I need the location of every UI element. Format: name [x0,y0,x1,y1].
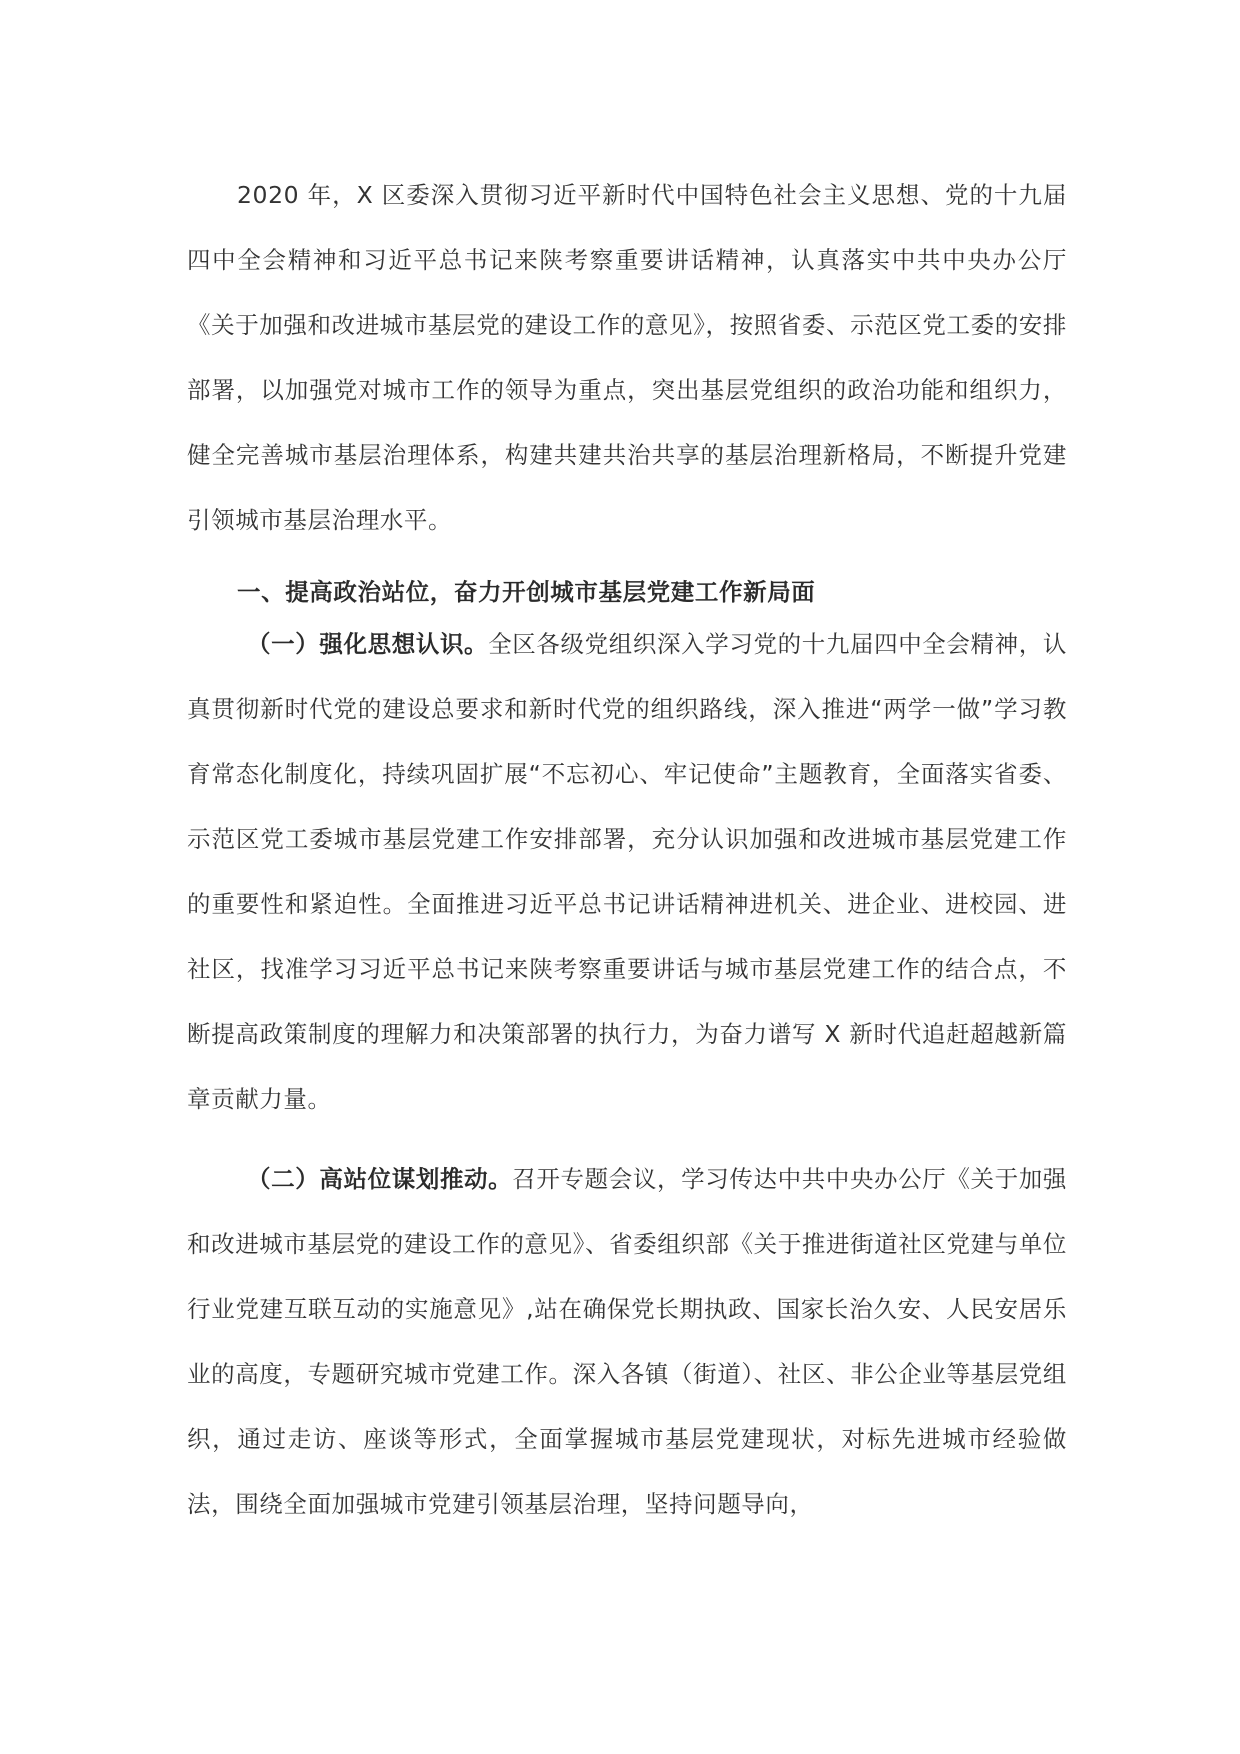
item-1-lead: （一）强化思想认识。 [247,630,489,658]
section-heading: 一、提高政治站位，奋力开创城市基层党建工作新局面 [237,578,816,606]
intro-paragraph: 2020 年，X 区委深入贯彻习近平新时代中国特色社会主义思想、党的十九届四中全会精神和习近平总书记来陕考察重要讲话精神，认真落实中共中央办公厅《关于加强和改进城市基层党的建设工作的意见》，按照省委、示范区党工委的安排部署，以加强党对城市工作的领导为重点，突出基层党组织的政治功能和组织力，健全完善城市基层治理体系，构建共建共治共享的基层治理新格局，不断提升党建引领城市基层治理水平。 [187,181,1067,534]
item-1-body: 全区各级党组织深入学习党的十九届四中全会精神，认真贯彻新时代党的建设总要求和新时代党的组织路线，深入推进“两学一做”学习教育常态化制度化，持续巩固扩展“不忘初心、牢记使命”主题教育，全面落实省委、示范区党工委城市基层党建工作安排部署，充分认识加强和改进城市基层党建工作的重要性和紧迫性。全面推进习近平总书记讲话精神进机关、进企业、进校园、进社区，找准学习习近平总书记来陕考察重要讲话与城市基层党建工作的结合点，不断提高政策制度的理解力和决策部署的执行力，为奋力谱写 X 新时代追赶超越新篇章贡献力量。 [187,630,1068,1113]
item-2-body: 召开专题会议，学习传达中共中央办公厅《关于加强和改进城市基层党的建设工作的意见》、省委组织部《关于推进街道社区党建与单位行业党建互联互动的实施意见》,站在确保党长期执政、国家长治久安、人民安居乐业的高度，专题研究城市党建工作。深入各镇（街道）、社区、非公企业等基层党组织，通过走访、座谈等形式，全面掌握城市基层党建现状，对标先进城市经验做法，围绕全面加强城市党建引领基层治理，坚持问题导向， [187,1165,1067,1518]
item-2-lead: （二）高站位谋划推动。 [247,1165,513,1193]
item-paragraph-2 [187,1147,1067,1537]
item-paragraph-1 [187,612,1067,1132]
